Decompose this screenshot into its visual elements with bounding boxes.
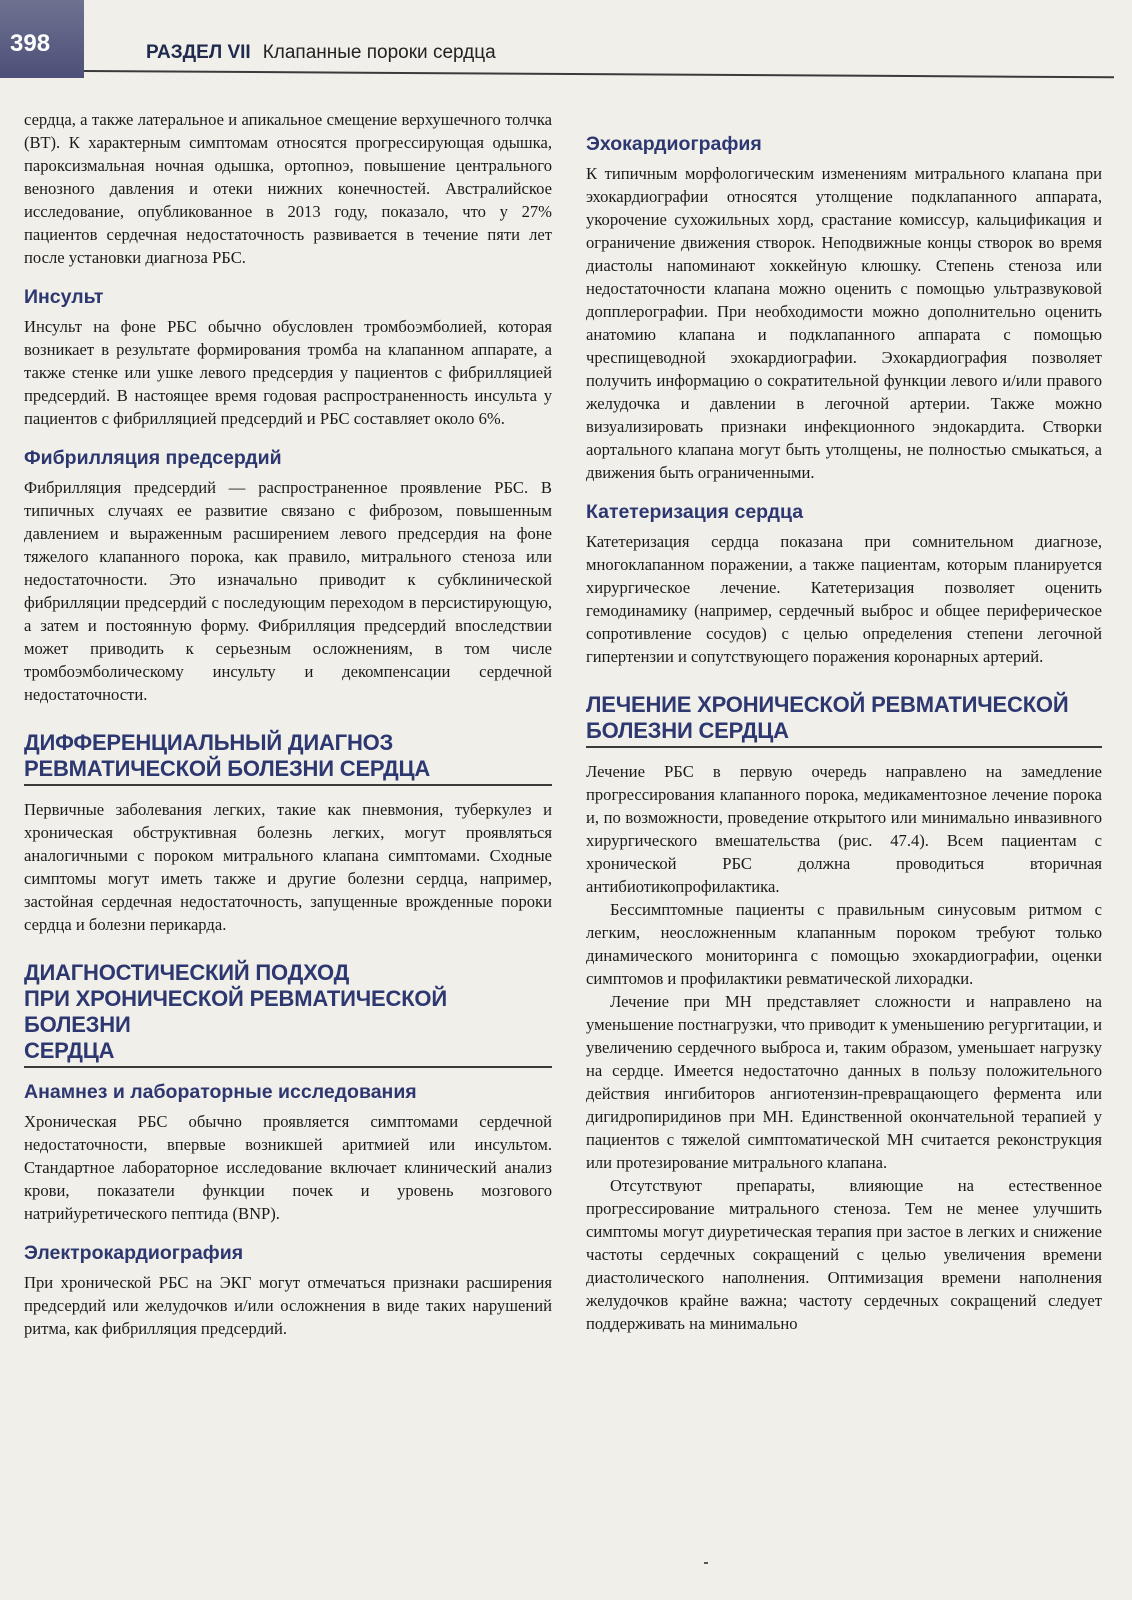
paragraph: Катетеризация сердца показана при сомнительном диагнозе, многоклапанном поражении, а также пациентам, которым планируется хирургическое лечение. Катетеризация позволяет оценить гемодинамику (например, сердечный выброс и общее периферическое сопротивление сосудов) с целью определения степени легочной гипертензии и сопутствующего поражения коронарных артерий. xyxy=(586,532,1102,666)
heading-differential-diagnosis xyxy=(24,730,552,786)
paragraph: При хронической РБС на ЭКГ могут отмечаться признаки расширения предсердий или желудочков и/или осложнения в виде таких нарушений ритма, как фибрилляция предсердий. xyxy=(24,1273,552,1338)
footer-mark xyxy=(704,1562,708,1564)
paragraph: Фибрилляция предсердий — распространенное проявление РБС. В типичных случаях ее развитие связано с фиброзом, повышенным давлением и выраженным расширением левого предсердия на фоне тяжелого клапанного порока, как правило, митрального стеноза или недостаточности. Это изначально приводит к субклинической фибрилляции предсердий с последующим переходом в персистирующую, а затем и постоянную форму. Фибрилляция предсердий впоследствии может приводить к серьезным осложнениям, в том числе тромбоэмболическому инсульту и декомпенсации сердечной недостаточности. xyxy=(24,478,552,704)
paragraph: Хроническая РБС обычно проявляется симптомами сердечной недостаточности, впервые возникшей аритмией или инсультом. Стандартное лабораторное исследование включает клинический анализ крови, показатели функции почек и уровень мозгового натрийуретического пептида (BNP). xyxy=(24,1112,552,1223)
right-column xyxy=(586,128,1102,1335)
paragraph: К типичным морфологическим изменениям митрального клапана при эхокардиографии относятся утолщение подклапанного аппарата, укорочение сухожильных хорд, срастание комиссур, кальцификация и ограничение движения створок. Неподвижные концы створок во время диастолы напоминают хоккейную клюшку. Степень стеноза или недостаточности клапана можно оценить с помощью ультразвуковой допплерографии. При необходимости можно дополнительно оценить анатомию клапана и подклапанного аппарата с помощью чреспищеводной эхокардиографии. Эхокардиография позволяет получить информацию о сократительной функции левого и/или правого желудочка и давлении в легочной артерии. Также можно визуализировать признаки инфекционного эндокардита. Створки аортального клапана могут быть утолщены, не полностью смыкаться, а движения быть ограниченными. xyxy=(586,164,1102,482)
heading-line: ПРИ ХРОНИЧЕСКОЙ РЕВМАТИЧЕСКОЙ БОЛЕЗНИ xyxy=(24,986,447,1037)
heading-line: РЕВМАТИЧЕСКОЙ БОЛЕЗНИ СЕРДЦА xyxy=(24,756,431,781)
heading-line: ДИФФЕРЕНЦИАЛЬНЫЙ ДИАГНОЗ xyxy=(24,730,394,755)
paragraph: Отсутствуют препараты, влияющие на естественное прогрессирование митрального стеноза. Тем не менее улучшить симптомы могут диуретическая терапия при застое в легких и снижение частоты сердечных сокращений с целью увеличения времени диастолического наполнения. Оптимизация времени наполнения желудочков крайне важна; частоту сердечных сокращений следует поддерживать на минимально xyxy=(586,1176,1102,1333)
subheading-echocardiography: Эхокардиография xyxy=(586,133,762,155)
running-head xyxy=(146,42,496,64)
heading-diagnostic-approach xyxy=(24,960,552,1068)
heading-treatment xyxy=(586,692,1102,748)
paragraph: сердца, а также латеральное и апикальное смещение верхушечного толчка (ВТ). К характерным симптомам относятся прогрессирующая одышка, пароксизмальная ночная одышка, ортопноэ, повышение центрального венозного давления и отеки нижних конечностей. Австралийское исследование, опубликованное в 2013 году, показало, что у 27% пациентов сердечная недостаточность развивается в течение пяти лет после установки диагноза РБС. xyxy=(24,110,552,267)
subheading-history-lab: Анамнез и лабораторные исследования xyxy=(24,1081,417,1103)
section-label: РАЗДЕЛ VII xyxy=(146,42,251,63)
paragraph: Лечение при МН представляет сложности и направлено на уменьшение постнагрузки, что приводит к уменьшению регургитации, и увеличению сердечного выброса и, таким образом, уменьшает нагрузку на сердце. Имеется недостаточно данных в пользу положительного действия ингибиторов ангиотензин-превращающего фермента или дигидропиридинов при МН. Единственной окончательной терапией у пациентов с тяжелой симптоматической МН считается реконструкция или протезирование митрального клапана. xyxy=(586,992,1102,1172)
page-header xyxy=(0,0,1132,80)
page-number: 398 xyxy=(0,0,84,78)
header-rule xyxy=(84,70,1114,78)
paragraph: Лечение РБС в первую очередь направлено на замедление прогрессирования клапанного порока, медикаментозное лечение порока и, по возможности, проведение открытого или минимально инвазивного хирургического вмешательства (рис. 47.4). Всем пациентам с хронической РБС должна проводиться вторичная антибиотикопрофилактика. xyxy=(586,762,1102,896)
heading-line: ДИАГНОСТИЧЕСКИЙ ПОДХОД xyxy=(24,960,350,985)
paragraph: Первичные заболевания легких, такие как пневмония, туберкулез и хроническая обструктивная болезнь легких, могут проявляться аналогичными с пороком митрального клапана симптомами. Сходные симптомы могут иметь также и другие болезни сердца, например, застойная сердечная недостаточность, запущенные врожденные пороки сердца и болезни перикарда. xyxy=(24,800,552,934)
subheading-atrial-fibrillation: Фибрилляция предсердий xyxy=(24,447,282,469)
subheading-stroke: Инсульт xyxy=(24,286,104,308)
paragraph: Инсульт на фоне РБС обычно обусловлен тромбоэмболией, которая возникает в результате формирования тромба на клапанном аппарате, а также стенке или ушке левого предсердия у пациентов с фибрилляцией предсердий. В настоящее время годовая распространенность инсульта у пациентов с фибрилляцией предсердий и РБС составляет около 6%. xyxy=(24,317,552,428)
subheading-ecg: Электрокардиография xyxy=(24,1242,244,1264)
left-column xyxy=(24,108,552,1340)
paragraph: Бессимптомные пациенты с правильным синусовым ритмом с легким, неосложненным клапанным пороком требуют только динамического мониторинга с помощью эхокардиографии, оценки симптомов и профилактики ревматической лихорадки. xyxy=(586,900,1102,988)
heading-line: СЕРДЦА xyxy=(24,1038,115,1063)
heading-line: БОЛЕЗНИ СЕРДЦА xyxy=(586,718,789,743)
subheading-catheterization: Катетеризация сердца xyxy=(586,501,804,523)
heading-line: ЛЕЧЕНИЕ ХРОНИЧЕСКОЙ РЕВМАТИЧЕСКОЙ xyxy=(586,692,1069,717)
chapter-title: Клапанные пороки сердца xyxy=(262,42,496,63)
